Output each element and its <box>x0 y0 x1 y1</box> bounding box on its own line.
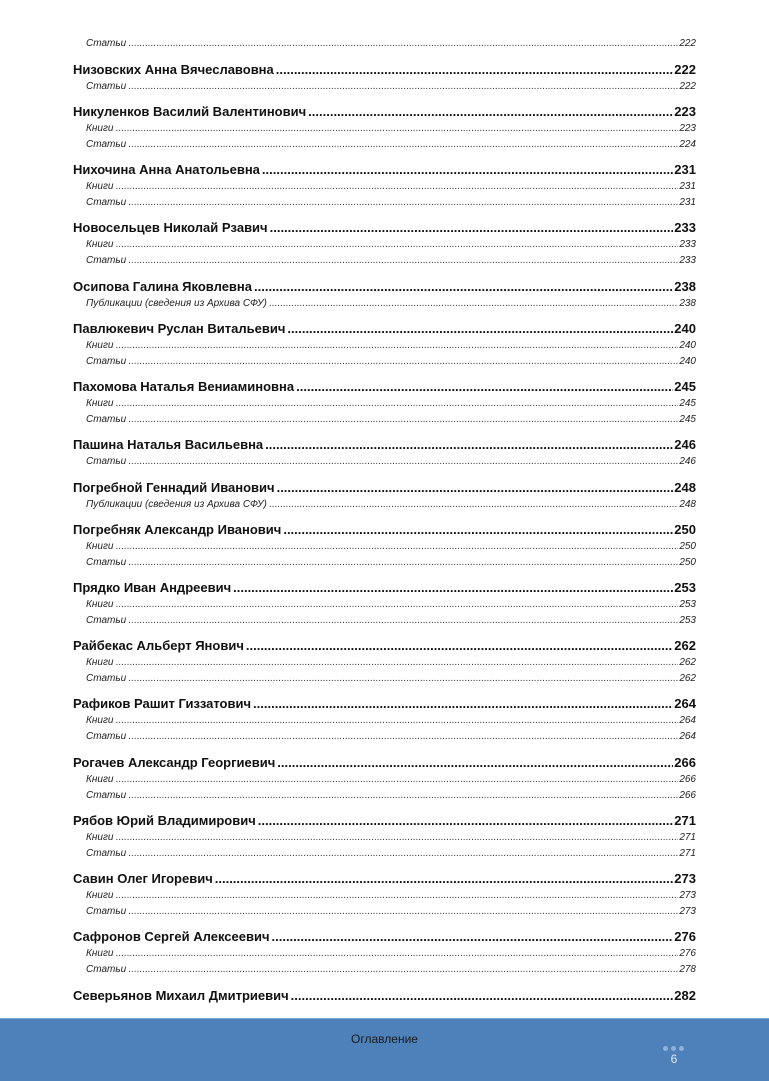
toc-page-number: 223 <box>674 104 696 119</box>
toc-entry[interactable] <box>73 696 696 711</box>
toc-sub-label: Статьи <box>86 615 127 626</box>
leader-dots <box>276 62 674 77</box>
toc-page-number: 238 <box>674 279 696 294</box>
leader-dots <box>115 340 678 351</box>
toc-page-number: 245 <box>679 414 696 425</box>
toc-page-number: 273 <box>679 890 696 901</box>
toc-page-number: 246 <box>679 456 696 467</box>
toc-entry-name: Северьянов Михаил Дмитриевич <box>73 988 289 1003</box>
toc-page-number: 231 <box>679 197 696 208</box>
toc-page-number: 273 <box>679 906 696 917</box>
toc-sub-item[interactable] <box>86 715 696 726</box>
toc-sub-item[interactable] <box>86 123 696 134</box>
toc-page-number: 266 <box>679 790 696 801</box>
leader-dots <box>128 197 678 208</box>
toc-page-number: 273 <box>674 871 696 886</box>
toc-sub-item[interactable] <box>86 948 696 959</box>
toc-sub-label: Книги <box>86 541 114 552</box>
leader-dots <box>287 321 673 336</box>
toc-page-number: 246 <box>674 437 696 452</box>
toc-sub-label: Статьи <box>86 197 127 208</box>
toc-page-number: 276 <box>679 948 696 959</box>
leader-dots <box>128 139 678 150</box>
toc-sub-item[interactable] <box>86 848 696 859</box>
toc-sub-item[interactable] <box>86 499 696 510</box>
toc-sub-item[interactable] <box>86 197 696 208</box>
toc-page-number: 245 <box>674 379 696 394</box>
toc-sub-label: Статьи <box>86 456 127 467</box>
toc-sub-label: Публикации (сведения из Архива СФУ) <box>86 298 267 309</box>
leader-dots <box>115 541 678 552</box>
toc-page-number: 264 <box>679 715 696 726</box>
leader-dots <box>115 181 678 192</box>
toc-sub-item[interactable] <box>86 615 696 626</box>
leader-dots <box>128 81 678 92</box>
toc-sub-label: Книги <box>86 340 114 351</box>
toc-sub-item[interactable] <box>86 541 696 552</box>
leader-dots <box>272 929 674 944</box>
toc-sub-label: Книги <box>86 239 114 250</box>
page-footer <box>0 1018 769 1081</box>
leader-dots <box>215 871 674 886</box>
toc-sub-item[interactable] <box>86 832 696 843</box>
toc-entry-name: Павлюкевич Руслан Витальевич <box>73 321 286 336</box>
toc-entry-name: Погребной Геннадий Иванович <box>73 480 275 495</box>
leader-dots <box>128 557 678 568</box>
toc-page-number: 276 <box>674 929 696 944</box>
toc-sub-item[interactable] <box>86 298 696 309</box>
toc-entry-name: Рогачев Александр Георгиевич <box>73 755 276 770</box>
toc-sub-label: Статьи <box>86 964 127 975</box>
toc-entry[interactable] <box>73 988 696 1003</box>
leader-dots <box>115 657 678 668</box>
leader-dots <box>233 580 673 595</box>
leader-dots <box>128 731 678 742</box>
toc-entry-name: Пахомова Наталья Вениаминовна <box>73 379 295 394</box>
toc-page-number: 271 <box>679 848 696 859</box>
toc-sub-label: Статьи <box>86 790 127 801</box>
toc-entry-name: Рафиков Рашит Гиззатович <box>73 696 252 711</box>
toc-sub-label: Книги <box>86 599 114 610</box>
toc-sub-label: Статьи <box>86 414 127 425</box>
toc-page-number: 264 <box>674 696 696 711</box>
leader-dots <box>128 255 678 266</box>
leader-dots <box>115 774 678 785</box>
toc-page-number: 262 <box>679 657 696 668</box>
toc-entry[interactable] <box>73 220 696 235</box>
toc-sub-item[interactable] <box>86 790 696 801</box>
toc-page-number: 222 <box>674 62 696 77</box>
toc-page-number: 271 <box>674 813 696 828</box>
toc-sub-label: Книги <box>86 948 114 959</box>
leader-dots <box>128 964 678 975</box>
toc-page-number: 278 <box>679 964 696 975</box>
leader-dots <box>308 104 673 119</box>
toc-sub-item[interactable] <box>86 340 696 351</box>
toc-page-number: 250 <box>679 557 696 568</box>
toc-sub-label: Книги <box>86 181 114 192</box>
toc-page-number: 224 <box>679 139 696 150</box>
leader-dots <box>258 813 674 828</box>
leader-dots <box>128 673 678 684</box>
leader-dots <box>128 906 678 917</box>
toc-page-number: 253 <box>679 599 696 610</box>
leader-dots <box>128 848 678 859</box>
toc-page-number: 222 <box>679 81 696 92</box>
leader-dots <box>115 123 678 134</box>
toc-page-number: 231 <box>674 162 696 177</box>
toc-page-number: 262 <box>674 638 696 653</box>
toc-page-number: 233 <box>674 220 696 235</box>
toc-sub-item[interactable] <box>86 239 696 250</box>
toc-page-number: 248 <box>679 499 696 510</box>
leader-dots <box>128 356 678 367</box>
toc-sub-item[interactable] <box>86 255 696 266</box>
toc-page-number: 240 <box>674 321 696 336</box>
toc-sub-item[interactable] <box>86 731 696 742</box>
toc-sub-label: Статьи <box>86 356 127 367</box>
toc-entry[interactable] <box>73 929 696 944</box>
toc-sub-item[interactable] <box>86 356 696 367</box>
toc-sub-item[interactable] <box>86 657 696 668</box>
toc-page-number: 271 <box>679 832 696 843</box>
leader-dots <box>270 220 674 235</box>
toc-page-number: 233 <box>679 239 696 250</box>
leader-dots <box>277 480 674 495</box>
toc-sub-item[interactable] <box>86 38 696 49</box>
toc-entry[interactable] <box>73 755 696 770</box>
toc-entry-name: Рябов Юрий Владимирович <box>73 813 256 828</box>
toc-sub-label: Статьи <box>86 139 127 150</box>
toc-sub-label: Статьи <box>86 557 127 568</box>
toc-entry[interactable] <box>73 522 696 537</box>
toc-sub-label: Книги <box>86 657 114 668</box>
footer-title: Оглавление <box>351 1032 418 1046</box>
toc-sub-item[interactable] <box>86 673 696 684</box>
leader-dots <box>128 414 678 425</box>
leader-dots <box>128 38 678 49</box>
toc-page-number: 250 <box>679 541 696 552</box>
toc-sub-item[interactable] <box>86 456 696 467</box>
toc-entry-name: Пашина Наталья Васильевна <box>73 437 264 452</box>
toc-entry[interactable] <box>73 437 696 452</box>
toc-sub-label: Статьи <box>86 731 127 742</box>
toc-sub-item[interactable] <box>86 181 696 192</box>
toc-sub-label: Книги <box>86 123 114 134</box>
toc-sub-label: Статьи <box>86 81 127 92</box>
toc-entry[interactable] <box>73 162 696 177</box>
toc-sub-item[interactable] <box>86 81 696 92</box>
leader-dots <box>269 298 678 309</box>
toc-entry-name: Осипова Галина Яковлевна <box>73 279 252 294</box>
toc-sub-label: Статьи <box>86 906 127 917</box>
toc-page-number: 266 <box>679 774 696 785</box>
leader-dots <box>128 456 678 467</box>
toc-entry[interactable] <box>73 813 696 828</box>
toc-sub-label: Статьи <box>86 38 127 49</box>
toc-entry[interactable] <box>73 62 696 77</box>
toc-sub-label: Статьи <box>86 255 127 266</box>
page-dots-icon <box>663 1046 684 1051</box>
toc-entry-name: Новосельцев Николай Рзавич <box>73 220 268 235</box>
toc-entry-name: Погребняк Александр Иванович <box>73 522 282 537</box>
toc-entry[interactable] <box>73 379 696 394</box>
toc-page-number: 223 <box>679 123 696 134</box>
toc-sub-label: Книги <box>86 832 114 843</box>
leader-dots <box>115 599 678 610</box>
toc-sub-item[interactable] <box>86 906 696 917</box>
toc-sub-item[interactable] <box>86 890 696 901</box>
leader-dots <box>115 832 678 843</box>
toc-sub-item[interactable] <box>86 599 696 610</box>
toc-page-number: 250 <box>674 522 696 537</box>
toc-entry-name: Никуленков Василий Валентинович <box>73 104 307 119</box>
toc-sub-label: Книги <box>86 398 114 409</box>
toc-entry-name: Нихочина Анна Анатольевна <box>73 162 260 177</box>
leader-dots <box>291 988 674 1003</box>
toc-sub-label: Статьи <box>86 848 127 859</box>
leader-dots <box>115 948 678 959</box>
leader-dots <box>265 437 673 452</box>
toc-entry-name: Низовских Анна Вячеславовна <box>73 62 274 77</box>
toc-sub-label: Статьи <box>86 673 127 684</box>
leader-dots <box>269 499 678 510</box>
toc-sub-item[interactable] <box>86 774 696 785</box>
toc-entry-name: Райбекас Альберт Янович <box>73 638 244 653</box>
toc-entry[interactable] <box>73 871 696 886</box>
leader-dots <box>254 279 673 294</box>
toc-page-number: 266 <box>674 755 696 770</box>
leader-dots <box>246 638 673 653</box>
toc-entry[interactable] <box>73 321 696 336</box>
leader-dots <box>253 696 673 711</box>
toc-sub-label: Публикации (сведения из Архива СФУ) <box>86 499 267 510</box>
leader-dots <box>277 755 673 770</box>
leader-dots <box>262 162 673 177</box>
toc-entry-name: Сафронов Сергей Алексеевич <box>73 929 270 944</box>
toc-entry[interactable] <box>73 480 696 495</box>
toc-entry[interactable] <box>73 638 696 653</box>
toc-page-number: 238 <box>679 298 696 309</box>
leader-dots <box>115 398 678 409</box>
leader-dots <box>128 790 678 801</box>
toc-sub-label: Книги <box>86 774 114 785</box>
toc-entry-name: Прядко Иван Андреевич <box>73 580 232 595</box>
toc-page-number: 233 <box>679 255 696 266</box>
toc-sub-item[interactable] <box>86 398 696 409</box>
toc-sub-item[interactable] <box>86 139 696 150</box>
leader-dots <box>283 522 673 537</box>
toc-sub-label: Книги <box>86 890 114 901</box>
toc-page-number: 253 <box>674 580 696 595</box>
leader-dots <box>115 890 678 901</box>
toc-page-number: 264 <box>679 731 696 742</box>
toc-sub-item[interactable] <box>86 557 696 568</box>
toc-page-number: 248 <box>674 480 696 495</box>
toc-page-number: 282 <box>674 988 696 1003</box>
toc-page-number: 253 <box>679 615 696 626</box>
leader-dots <box>115 715 678 726</box>
toc-entry-name: Савин Олег Игоревич <box>73 871 213 886</box>
toc-page-number: 240 <box>679 340 696 351</box>
toc-page-number: 245 <box>679 398 696 409</box>
toc-entry[interactable] <box>73 104 696 119</box>
toc-entry[interactable] <box>73 580 696 595</box>
toc-page-number: 231 <box>679 181 696 192</box>
leader-dots <box>128 615 678 626</box>
toc-sub-item[interactable] <box>86 964 696 975</box>
toc-entry[interactable] <box>73 279 696 294</box>
toc-page-number: 262 <box>679 673 696 684</box>
leader-dots <box>115 239 678 250</box>
toc-sub-label: Книги <box>86 715 114 726</box>
page-number: 6 <box>670 1052 678 1066</box>
leader-dots <box>296 379 673 394</box>
toc-sub-item[interactable] <box>86 414 696 425</box>
toc-page-number: 222 <box>679 38 696 49</box>
toc-page-number: 240 <box>679 356 696 367</box>
